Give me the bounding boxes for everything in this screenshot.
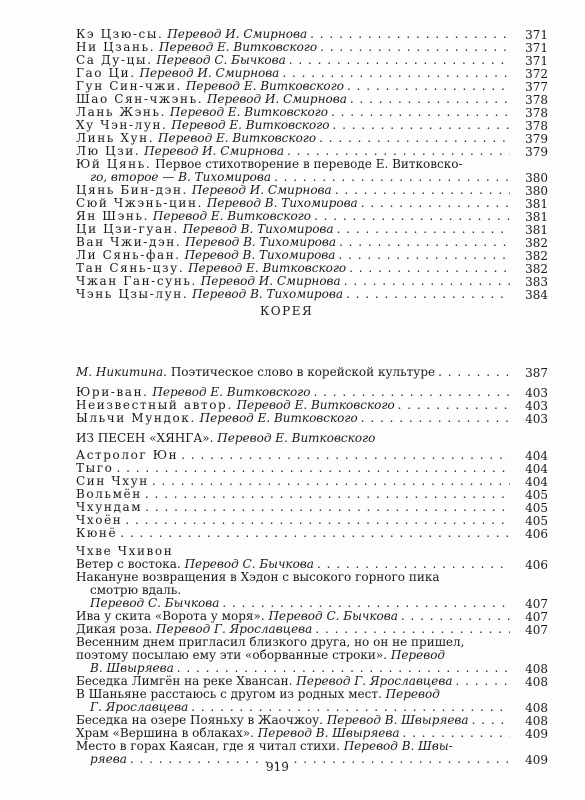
entry-title: В Шаньяне расстаюсь с другом из родных мест. — [76, 687, 382, 701]
entry-author: Лю Цзи. — [76, 144, 141, 158]
entry-page: 403 — [525, 399, 548, 413]
entry-page: 405 — [525, 514, 548, 528]
hyanga-heading — [76, 432, 510, 445]
entry-line — [76, 514, 510, 527]
entry-translator: Перевод И. Смирнова — [206, 92, 347, 106]
toc-entry — [76, 513, 548, 528]
entry-translator: Перевод С. Бычкова — [90, 596, 220, 610]
entry-page: 387 — [525, 366, 548, 380]
entry-author: Ци Цзи-гуан. — [76, 222, 179, 236]
entry-title: Поэтическое слово в корейской культуре — [170, 365, 436, 379]
entry-page: 382 — [525, 249, 548, 263]
entry-page: 404 — [525, 449, 548, 463]
entry-translator: Перевод Е. Витковского — [159, 40, 318, 54]
entry-page: 407 — [525, 597, 548, 611]
entry-translator: Перевод В. Тихомирова — [184, 248, 336, 262]
entry-translator: Перевод В. Тихомирова — [206, 196, 358, 210]
entry-translator: Перевод Е. Витковского — [188, 261, 347, 275]
entry-author: Астролог Юн — [76, 448, 179, 462]
entry-translator: Перевод Е. Витковского — [171, 118, 330, 132]
entry-line — [76, 753, 510, 766]
entry-line — [76, 412, 510, 425]
entry-title: Храм «Вершина в облаках». — [76, 726, 254, 740]
entry-page: 379 — [525, 132, 548, 146]
entry-translator: Перевод В. Тихомирова — [192, 287, 343, 301]
toc-entry — [76, 411, 548, 426]
entry-author: Кюнё — [76, 526, 118, 540]
entry-page: 409 — [525, 727, 548, 741]
entry-translator: Перевод В. Тихомирова — [185, 235, 336, 249]
entry-translator: Перевод Е. Витковского — [169, 105, 328, 119]
entry-author: Чхундам — [76, 500, 143, 514]
entry-page: 404 — [525, 475, 548, 489]
toc-entry — [76, 570, 548, 611]
entry-page: 381 — [525, 223, 548, 237]
entry-author: Юй Цянь. — [76, 157, 152, 171]
entry-page: 405 — [525, 488, 548, 502]
entry-translator: Перевод С. Бычкова — [268, 609, 398, 623]
entry-author: Линь Хун. — [76, 131, 155, 145]
entry-author: Вольмён — [76, 487, 142, 501]
entry-page: 378 — [525, 119, 548, 133]
entry-page: 407 — [525, 623, 548, 637]
entry-title: Беседка на озере Пояньху в Жаочжоу. — [76, 713, 323, 727]
entry-author: Шао Сян-чжэнь. — [76, 92, 204, 106]
entry-page: 372 — [525, 67, 548, 81]
entry-page: 381 — [525, 210, 548, 224]
entry-author: Чжан Ган-сунь. — [76, 274, 197, 288]
entry-page: 404 — [525, 462, 548, 476]
entry-page: 378 — [525, 93, 548, 107]
toc-entry — [76, 287, 548, 302]
entry-author: Чхоён — [76, 513, 123, 527]
entry-title: Дикая роза. — [76, 622, 153, 636]
entry-page: 405 — [525, 501, 548, 515]
entry-page: 409 — [525, 753, 548, 767]
entry-page: 408 — [525, 714, 548, 728]
entry-page: 408 — [525, 662, 548, 676]
entry-translator: Перевод — [385, 687, 440, 701]
entry-translator: Перевод Е. Витковского — [185, 79, 344, 93]
toc-entry — [76, 157, 548, 185]
entry-translator: Перевод С. Бычкова — [184, 557, 314, 571]
entry-page: 381 — [525, 197, 548, 211]
entry-translator: Перевод Е. Витковского — [199, 411, 358, 425]
entry-author: Ли Сянь-фан. — [76, 248, 181, 262]
entry-author: Неизвестный автор. — [76, 398, 233, 412]
entry-author: Ху Чэн-лун. — [76, 118, 168, 132]
entry-page: 379 — [525, 145, 548, 159]
entry-title: Ветер с востока. — [76, 557, 181, 571]
entry-author: Тан Сянь-цзу. — [76, 261, 185, 275]
entry-translator: Перевод С. Бычкова — [156, 53, 286, 67]
toc-china-top — [76, 27, 548, 159]
entry-page: 378 — [525, 106, 548, 120]
entry-author: Ван Чжи-дэн. — [76, 235, 182, 249]
entry-translator: Перевод Е. Витковского — [236, 398, 395, 412]
entry-author: Ни Цзань. — [76, 40, 156, 54]
entry-page: 383 — [525, 275, 548, 289]
entry-translator: Перевод — [390, 648, 446, 662]
entry-page: 408 — [525, 701, 548, 715]
entry-line — [76, 449, 510, 462]
entry-author: М. Никитина. — [76, 365, 167, 379]
entry-page: 408 — [525, 675, 548, 689]
entry-translator: Г. Ярославцева — [90, 700, 189, 714]
entry-translator: Перевод Е. Витковского — [152, 209, 311, 223]
entry-author: Сюй Чжэнь-цин. — [76, 196, 203, 210]
entry-page: 377 — [525, 80, 548, 94]
entry-title: Ива у скита «Ворота у моря». — [76, 609, 265, 623]
section-heading-korea: КОРЕЯ — [260, 304, 314, 318]
toc-yu-tsyan — [76, 157, 548, 185]
entry-page: 406 — [525, 558, 548, 572]
entry-translator: В. Швыряева — [90, 661, 174, 675]
toc-entry — [76, 500, 548, 515]
entry-author: Цянь Бин-дэн. — [76, 183, 188, 197]
toc-entry — [76, 687, 548, 715]
entry-author: Са Ду-цы. — [76, 53, 153, 67]
entry-page: 403 — [525, 386, 548, 400]
entry-translator: Перевод В. Швыряева — [257, 726, 400, 740]
entry-page: 380 — [525, 171, 548, 185]
entry-translator: Перевод Г. Ярославцева — [156, 622, 313, 636]
entry-page: 384 — [525, 288, 548, 302]
entry-page: 382 — [525, 262, 548, 276]
entry-translator: смотрю вдаль. — [90, 583, 182, 597]
entry-translator: Перевод И. Смирнова — [167, 27, 308, 41]
entry-translator: Перевод В. Тихомирова — [182, 222, 334, 236]
entry-note: Первое стихотворение в переводе Е. Витковско- — [155, 157, 463, 171]
entry-line — [76, 501, 510, 514]
entry-translator: Перевод Е. Витковского — [158, 131, 317, 145]
entry-author: Тыго — [76, 461, 114, 475]
entry-title: Место в горах Каясан, где я читал стихи. — [76, 739, 340, 753]
entry-page: 380 — [525, 184, 548, 198]
entry-page: 407 — [525, 610, 548, 624]
entry-author: Ян Шэнь. — [76, 209, 150, 223]
entry-translator: ряева — [90, 752, 127, 766]
entry-translator: Перевод И. Смирнова — [200, 274, 341, 288]
hyanga-label: ИЗ ПЕСЕН «ХЯНГА». — [76, 431, 214, 445]
entry-page: 403 — [525, 412, 548, 426]
entry-line — [76, 288, 510, 301]
entry-author: Кэ Цзю-сы. — [76, 27, 164, 41]
hyanga-translator: Перевод Е. Витковского — [217, 431, 376, 445]
entry-translator: Перевод В. Швыряева — [326, 713, 469, 727]
toc-entry — [76, 635, 548, 676]
entry-title: Накануне возвращения в Хэдон с высокого горного пика — [76, 570, 440, 584]
entry-author: Юри-ван. — [76, 385, 149, 399]
entry-line — [76, 740, 510, 753]
toc-entry-nikitina — [76, 365, 548, 380]
entry-title: поэтому посылаю ему эти «оборванные строки». — [76, 648, 388, 662]
entry-note-cont: го, второе — В. Тихомирова — [90, 170, 272, 184]
entry-page: 406 — [525, 527, 548, 541]
entry-translator: Перевод Е. Витковского — [152, 385, 311, 399]
entry-title: Беседка Лимгён на реке Хвансан. — [76, 674, 293, 688]
page-number: 919 — [266, 760, 289, 774]
toc-china-bottom — [76, 183, 548, 302]
entry-translator: Перевод И. Смирнова — [191, 183, 332, 197]
entry-translator: Перевод В. Швы- — [343, 739, 453, 753]
entry-page: 371 — [525, 54, 548, 68]
entry-title: Весенним днем пригласил близкого друга, но он не пришел, — [76, 635, 465, 649]
entry-author: Гао Ци. — [76, 66, 136, 80]
toc-entry — [76, 448, 548, 463]
entry-line — [76, 527, 510, 540]
entry-page: 382 — [525, 236, 548, 250]
entry-translator: Перевод Г. Ярославцева — [296, 674, 453, 688]
entry-author: Ыльчи Мундок. — [76, 411, 196, 425]
entry-author: Син Чхун — [76, 474, 149, 488]
entry-translator: Перевод И. Смирнова — [144, 144, 285, 158]
entry-author: Лань Жэнь. — [76, 105, 167, 119]
entry-page: 371 — [525, 41, 548, 55]
entry-page: 371 — [525, 28, 548, 42]
entry-author: Гун Син-чжи. — [76, 79, 183, 93]
entry-translator: Перевод И. Смирнова — [139, 66, 280, 80]
entry-author: Чэнь Цзы-лун. — [76, 287, 189, 301]
chhve-label: Чхве Чхивон — [76, 544, 174, 558]
toc-entry — [76, 526, 548, 541]
